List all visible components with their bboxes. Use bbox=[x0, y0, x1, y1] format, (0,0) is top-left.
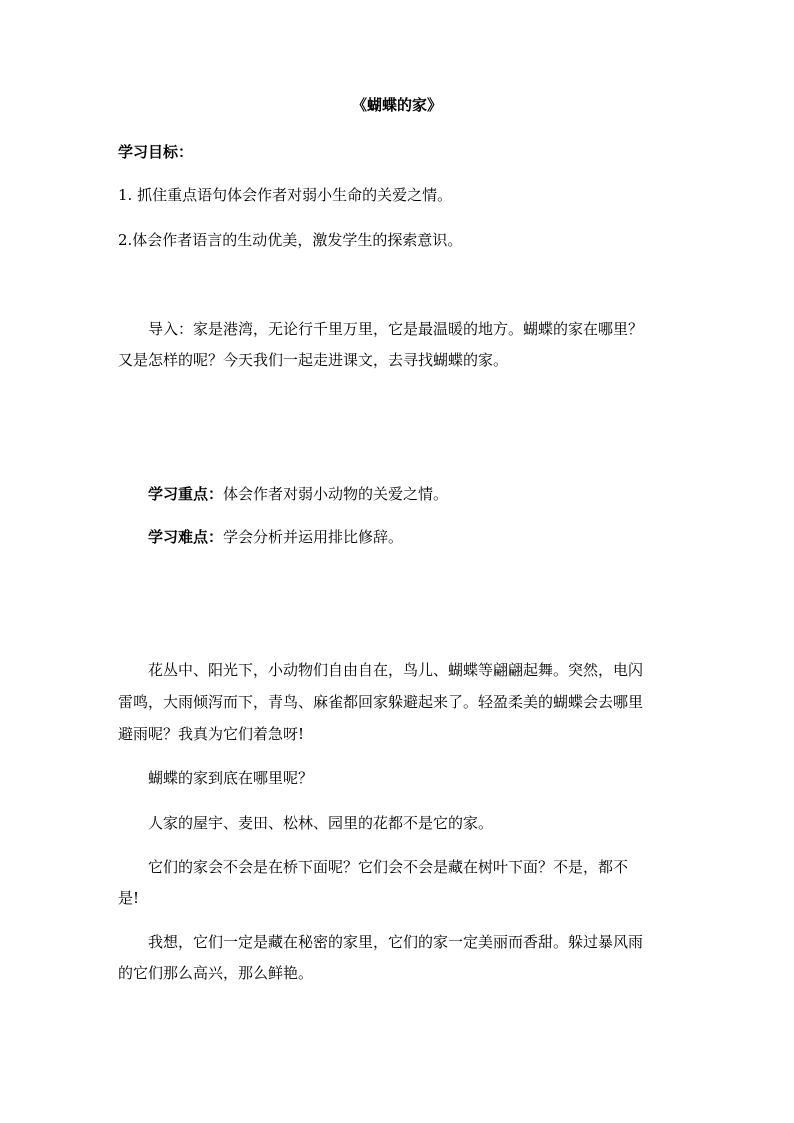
key-point bbox=[148, 484, 448, 504]
text-paragraph-1-line-2: 雷鸣，大雨倾泻而下，青鸟、麻雀都回家躲避起来了。轻盈柔美的蝴蝶会去哪里 bbox=[118, 693, 644, 711]
objective-item-2: 2.体会作者语言的生动优美，激发学生的探索意识。 bbox=[118, 231, 463, 249]
text-paragraph-4-line-2: 是! bbox=[118, 889, 140, 907]
intro-line-2: 又是怎样的呢？今天我们一起走进课文，去寻找蝴蝶的家。 bbox=[118, 351, 509, 369]
intro-line-1: 导入：家是港湾，无论行千里万里，它是最温暖的地方。蝴蝶的家在哪里？ bbox=[148, 320, 644, 338]
text-paragraph-3: 人家的屋宇、麦田、松林、园里的花都不是它的家。 bbox=[148, 814, 494, 832]
document-title: 《蝴蝶的家》 bbox=[351, 96, 442, 114]
text-paragraph-4-line-1: 它们的家会不会是在桥下面呢？它们会不会是藏在树叶下面？不是，都不 bbox=[148, 858, 629, 876]
key-point-text: 体会作者对弱小动物的关爱之情。 bbox=[223, 485, 449, 503]
text-paragraph-2: 蝴蝶的家到底在哪里呢？ bbox=[148, 769, 314, 787]
difficulty-point bbox=[148, 527, 403, 547]
key-point-label: 学习重点： bbox=[148, 485, 224, 503]
text-paragraph-1-line-1: 花丛中、阳光下，小动物们自由自在，鸟儿、蝴蝶等翩翩起舞。突然，电闪 bbox=[148, 661, 644, 679]
difficulty-label: 学习难点： bbox=[148, 528, 224, 546]
text-paragraph-5-line-2: 的它们那么高兴，那么鲜艳。 bbox=[118, 964, 314, 982]
difficulty-text: 学会分析并运用排比修辞。 bbox=[223, 528, 404, 546]
text-paragraph-5-line-1: 我想，它们一定是藏在秘密的家里，它们的家一定美丽而香甜。躲过暴风雨 bbox=[148, 933, 644, 951]
objectives-heading: 学习目标： bbox=[118, 143, 194, 161]
objective-item-1: 1. 抓住重点语句体会作者对弱小生命的关爱之情。 bbox=[118, 186, 453, 204]
text-paragraph-1-line-3: 避雨呢？我真为它们着急呀! bbox=[118, 725, 305, 743]
